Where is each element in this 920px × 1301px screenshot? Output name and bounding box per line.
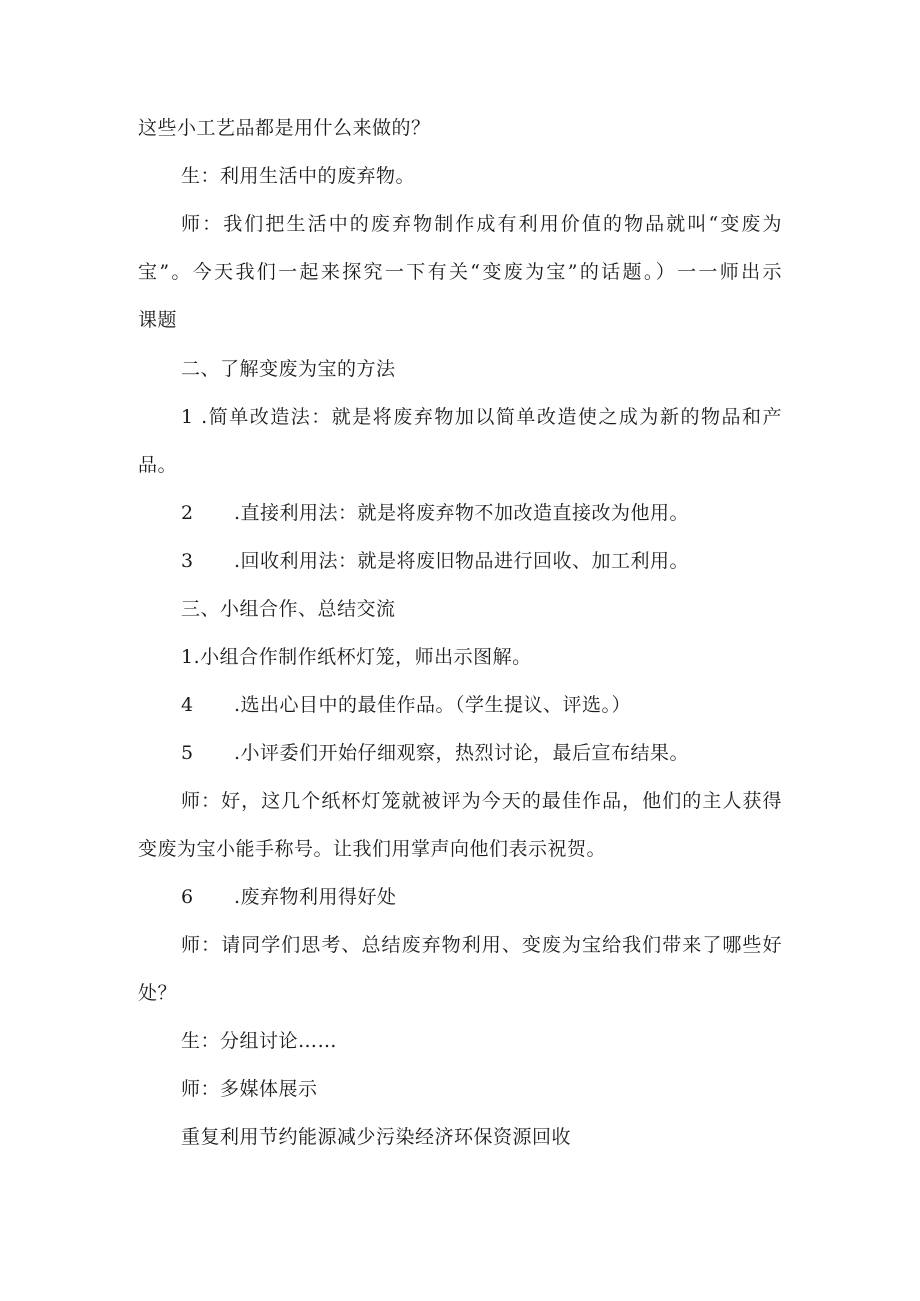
item-text: .小评委们开始仔细观察，热烈讨论，最后宣布结果。	[234, 742, 690, 764]
text-line: 师：我们把生活中的废弃物制作成有利用价值的物品就叫“变废为	[181, 213, 782, 235]
text-line: 重复利用节约能源减少污染经济环保资源回收	[181, 1126, 572, 1148]
text-line: 处？	[138, 982, 178, 1004]
text-line: 师：多媒体展示	[181, 1078, 318, 1100]
item-number: 4	[181, 694, 194, 716]
item-text: .选出心目中的最佳作品。（学生提议、评选。）	[234, 694, 632, 716]
text-line: 生：分组讨论……	[181, 1030, 338, 1052]
item-text: .回收利用法：就是将废旧物品进行回收、加工利用。	[234, 550, 690, 572]
item-text: .废弃物利用得好处	[234, 886, 397, 908]
text-line: 1 .简单改造法：就是将废弃物加以简单改造使之成为新的物品和产	[181, 406, 782, 428]
numbered-item	[181, 741, 689, 765]
text-line: 品。	[138, 454, 178, 476]
item-number: 2	[181, 502, 194, 524]
section-heading: 二、了解变废为宝的方法	[181, 358, 396, 380]
text-line: 1.小组合作制作纸杯灯笼，师出示图解。	[181, 646, 532, 668]
text-line: 课题	[138, 309, 178, 331]
text-line: 生：利用生活中的废弃物。	[181, 165, 416, 187]
numbered-item	[181, 693, 631, 717]
text-line: 师：好，这几个纸杯灯笼就被评为今天的最佳作品，他们的主人获得	[181, 790, 782, 812]
numbered-item	[181, 885, 397, 909]
text-line: 宝”。今天我们一起来探究一下有关“变废为宝”的话题。）一一师出示	[138, 261, 782, 283]
item-number: 5	[181, 742, 194, 764]
item-text: .直接利用法：就是将废弃物不加改造直接改为他用。	[234, 502, 690, 524]
numbered-item	[181, 549, 689, 573]
item-number: 3	[181, 550, 194, 572]
item-number: 6	[181, 886, 194, 908]
text-line: 师：请同学们思考、总结废弃物利用、变废为宝给我们带来了哪些好	[181, 934, 782, 956]
text-line: 变废为宝小能手称号。让我们用掌声向他们表示祝贺。	[138, 838, 607, 860]
section-heading: 三、小组合作、总结交流	[181, 598, 396, 620]
text-line: 这些小工艺品都是用什么来做的？	[138, 117, 431, 139]
numbered-item	[181, 501, 689, 525]
